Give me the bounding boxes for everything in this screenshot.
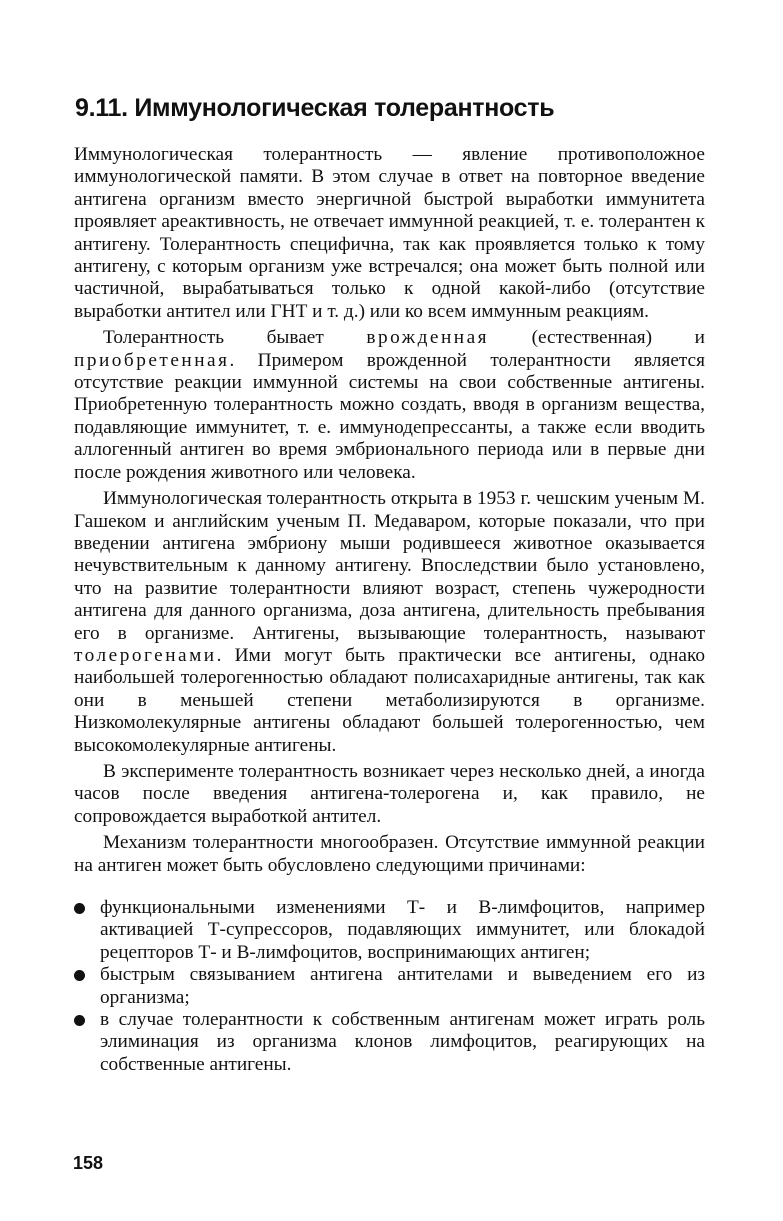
section-title: 9.11. Иммунологическая толерантность [75, 94, 555, 122]
text-run: (естественная) и [489, 327, 705, 349]
text-run: . Примером врожденной толерантности является отсутствие реакции иммунной системы на свои собственные антигены. Приобретенную толерантность можно создать, вводя в организм вещества, подавляющие иммунитет, т. е. иммунодепрессанты, а также если вводить аллогенный антиген во время эмбрионального периода или в первые дни после рождения животного или человека. [74, 349, 705, 483]
paragraph-1: Иммунологическая толерантность — явление противоположное иммунологической памяти. В этом случае в ответ на повторное введение антигена организм вместо энергичной быстрой выработки иммунитета проявляет ареактивность, не отвечает иммунной реакцией, т. е. толерантен к антигену. Толерантность специфична, так как проявляется только к тому антигену, с которым организм уже встречался; она может быть полной или частичной, вырабатываться только к одной какой-либо (отсутствие выработки антител или ГНТ и т. д.) или ко всем иммунным реакциям. [74, 144, 705, 322]
spaced-term-tolerogens: толерогенами [74, 644, 217, 666]
page-number: 158 [73, 1153, 104, 1173]
bullet-item: функциональными изменениями Т- и В-лимфоцитов, например активацией Т-супрессоров, подавляющих иммунитет, или блокадой рецепторов Т- и В-лимфоцитов, воспринимающих антиген; [74, 897, 705, 964]
spaced-term-innate: врожденная [366, 327, 490, 349]
text-run: Иммунологическая толерантность открыта в 1953 г. чешским ученым М. Гашеком и английским ученым П. Медаваром, которые показали, что при введении антигена эмбриону мыши родившееся животное оказывается нечувствительным к данному антигену. Впоследствии было установлено, что на развитие толерантности влияют возраст, степень чужеродности антигена для данного организма, доза антигена, длительность пребывания его в организме. Антигены, вызывающие толерантность, называют [74, 488, 705, 644]
bullet-list [74, 897, 705, 1076]
text-run: Толерантность бывает [103, 327, 367, 349]
bullet-item: в случае толерантности к собственным антигенам может играть роль элиминация из организма клонов лимфоцитов, реагирующих на собственные антигены. [74, 1009, 705, 1076]
spaced-term-acquired: приобретенная [74, 349, 230, 371]
text-run: . Ими могут быть практически все антигены, однако наибольшей толерогенностью обладают полисахаридные антигены, так как они в меньшей степени метаболизируются в организме. Низкомолекулярные антигены обладают большей толерогенностью, чем высокомолекулярные антигены. [74, 644, 705, 756]
paragraph-3 [74, 488, 705, 757]
body-text [74, 144, 705, 1076]
paragraph-4: В эксперименте толерантность возникает через несколько дней, а иногда часов после введения антигена-толерогена и, как правило, не сопровождается выработкой антител. [74, 760, 705, 827]
paragraph-5: Механизм толерантности многообразен. Отсутствие иммунной реакции на антиген может быть обусловлено следующими причинами: [74, 832, 705, 876]
bullet-item: быстрым связыванием антигена антителами и выведением его из организма; [74, 964, 705, 1009]
paragraph-2 [74, 327, 705, 484]
